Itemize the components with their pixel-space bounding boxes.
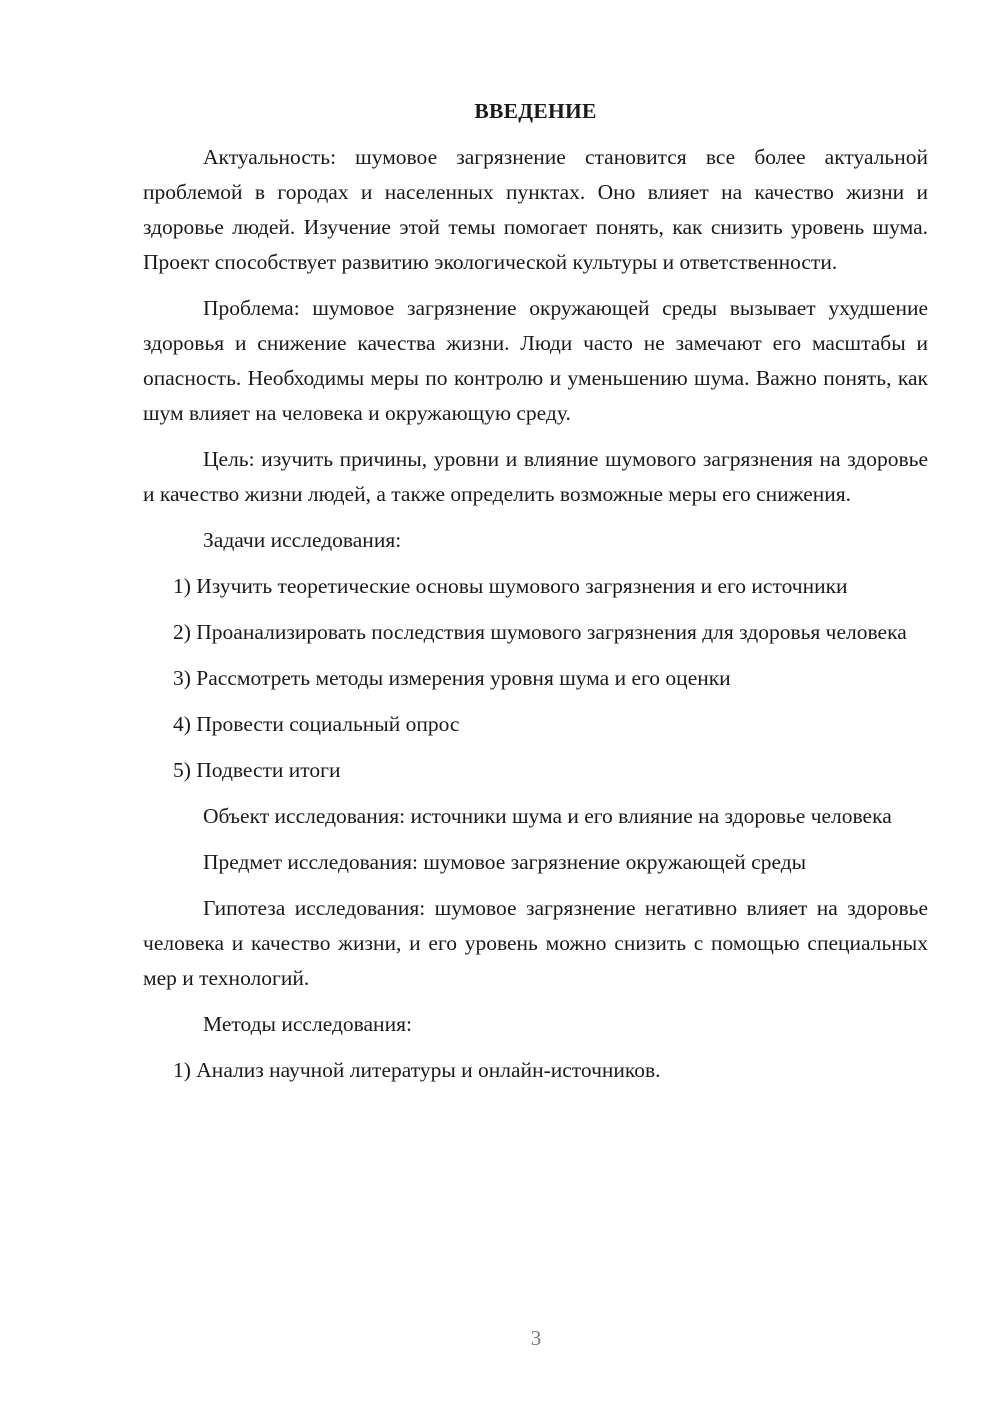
methods-heading: Методы исследования:	[203, 1012, 412, 1036]
problem-paragraph: Проблема: шумовое загрязнение окружающей среды вызывает ухудшение здоровья и снижение качества жизни. Люди часто не замечают его масштабы и опасность. Необходимы меры по контролю и уменьшению шума. Важно понять, как шум влияет на человека и окружающую среду.	[143, 296, 928, 425]
task-item-5: 5) Подвести итоги	[173, 758, 341, 782]
task-item-4: 4) Провести социальный опрос	[173, 712, 460, 736]
task-item-3: 3) Рассмотреть методы измерения уровня шума и его оценки	[173, 666, 731, 690]
method-item-1: 1) Анализ научной литературы и онлайн-источников.	[173, 1058, 661, 1082]
page-number: 3	[530, 1326, 542, 1350]
task-item-1: 1) Изучить теоретические основы шумового загрязнения и его источники	[173, 574, 848, 598]
page-content	[143, 92, 928, 1099]
tasks-heading: Задачи исследования:	[203, 528, 402, 552]
goal-paragraph: Цель: изучить причины, уровни и влияние шумового загрязнения на здоровье и качество жизни людей, а также определить возможные меры его снижения.	[143, 447, 928, 506]
section-title: ВВЕДЕНИЕ	[474, 99, 597, 123]
subject-paragraph: Предмет исследования: шумовое загрязнение окружающей среды	[203, 850, 807, 874]
task-item-2: 2) Проанализировать последствия шумового загрязнения для здоровья человека	[173, 620, 907, 644]
relevance-paragraph: Актуальность: шумовое загрязнение становится все более актуальной проблемой в городах и населенных пунктах. Оно влияет на качество жизни и здоровье людей. Изучение этой темы помогает понять, как снизить уровень шума. Проект способствует развитию экологической культуры и ответственности.	[143, 145, 928, 274]
object-paragraph: Объект исследования: источники шума и его влияние на здоровье человека	[203, 804, 892, 828]
hypothesis-paragraph: Гипотеза исследования: шумовое загрязнение негативно влияет на здоровье человека и качество жизни, и его уровень можно снизить с помощью специальных мер и технологий.	[143, 896, 928, 990]
